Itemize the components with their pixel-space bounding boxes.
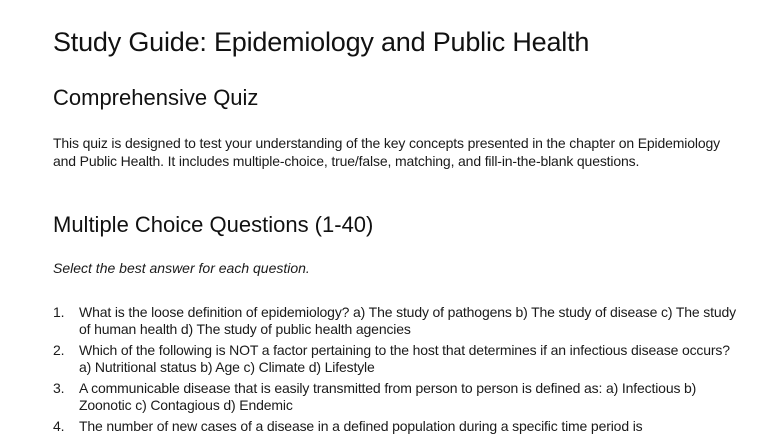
question-item bbox=[53, 418, 743, 435]
question-number: 1. bbox=[53, 304, 65, 320]
question-number: 4. bbox=[53, 418, 65, 434]
question-text: The number of new cases of a disease in a defined population during a specific time period is bbox=[79, 418, 643, 434]
instruction-text: Select the best answer for each question. bbox=[53, 260, 310, 276]
document-title: Study Guide: Epidemiology and Public Health bbox=[53, 27, 590, 57]
question-item bbox=[53, 342, 743, 376]
question-item bbox=[53, 304, 743, 338]
question-number: 2. bbox=[53, 342, 65, 358]
question-item bbox=[53, 380, 743, 414]
question-text: A communicable disease that is easily transmitted from person to person is defined as: a) Infectious b) Zoonotic c) Contagious d) Endemic bbox=[79, 380, 697, 413]
question-list bbox=[53, 304, 743, 439]
quiz-subtitle: Comprehensive Quiz bbox=[53, 85, 259, 110]
intro-paragraph: This quiz is designed to test your understanding of the key concepts presented in the chapter on Epidemiology and Public Health. It includes multiple-choice, true/false, matching, and fill-in-the-blank questions. bbox=[53, 135, 720, 169]
question-number: 3. bbox=[53, 380, 65, 396]
section-heading: Multiple Choice Questions (1-40) bbox=[53, 212, 374, 237]
question-text: Which of the following is NOT a factor pertaining to the host that determines if an infectious disease occurs? a) Nutritional status b) Age c) Climate d) Lifestyle bbox=[79, 342, 730, 375]
question-text: What is the loose definition of epidemiology? a) The study of pathogens b) The study of disease c) The study of human health d) The study of public health agencies bbox=[79, 304, 736, 337]
